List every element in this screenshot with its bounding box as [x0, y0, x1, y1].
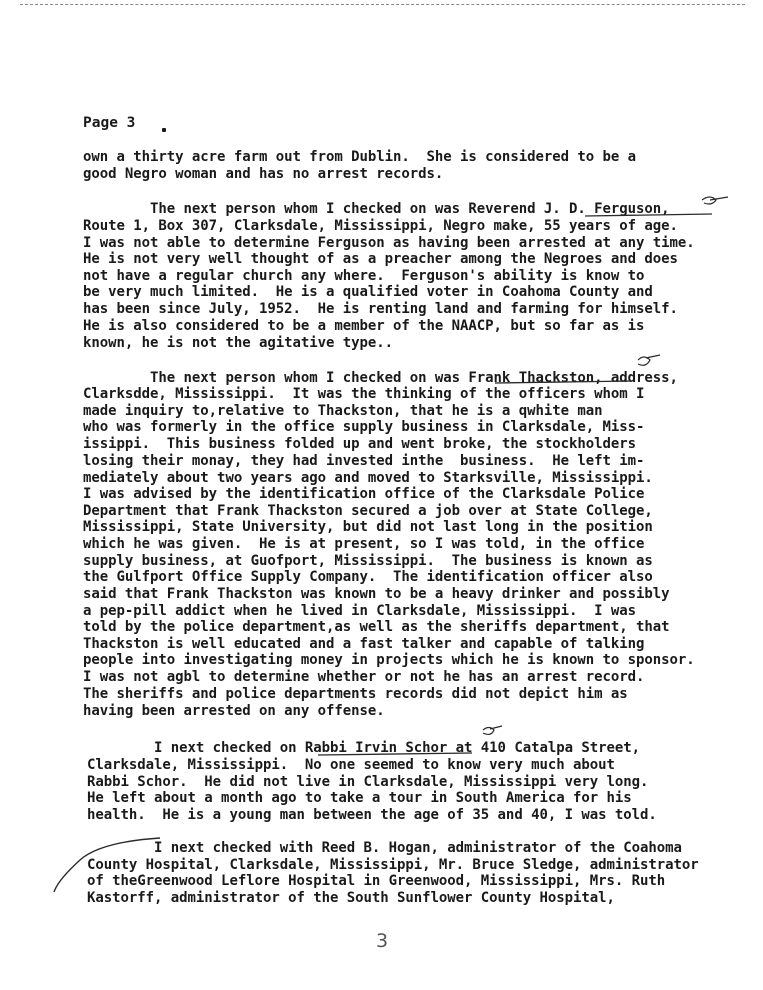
top-border [20, 4, 745, 5]
text-line: losing their monay, they had invested inthe business. He left im- [83, 453, 645, 469]
text-line: He is also considered to be a member of the NAACP, but so far as is [83, 318, 645, 334]
page-header: Page 3 [83, 115, 136, 131]
text-line: not have a regular church any where. Ferguson's ability is know to [83, 268, 645, 284]
check-mark [483, 726, 502, 734]
text-line: health. He is a young man between the age of 35 and 40, I was told. [87, 807, 657, 823]
text-line: which he was given. He is at present, so I was told, in the office [83, 536, 645, 552]
text-line: mediately about two years ago and moved to Starksville, Mississippi. [83, 470, 653, 486]
text-line: I next checked on Rabbi Irvin Schor at 410 Catalpa Street, [87, 740, 640, 756]
text-line: He left about a month ago to take a tour in South America for his [87, 790, 632, 806]
text-line: The next person whom I checked on was Reverend J. D. Ferguson, [83, 201, 670, 217]
text-line: He is not very well thought of as a preacher among the Negroes and does [83, 251, 678, 267]
text-line: Route 1, Box 307, Clarksdale, Mississippi, Negro make, 55 years of age. [83, 218, 678, 234]
page-number: 3 [376, 930, 389, 952]
text-line: said that Frank Thackston was known to be a heavy drinker and possibly [83, 586, 670, 602]
text-line: Rabbi Schor. He did not live in Clarksdale, Mississippi very long. [87, 774, 649, 790]
text-line: I was not able to determine Ferguson as having been arrested at any time. [83, 235, 695, 251]
text-line: supply business, at Guofport, Mississippi. The business is known as [83, 553, 653, 569]
text-line: Mississippi, State University, but did not last long in the position [83, 519, 653, 535]
text-line: told by the police department,as well as the sheriffs department, that [83, 619, 670, 635]
text-line: I was not agbl to determine whether or not he has an arrest record. [83, 669, 645, 685]
text-line: County Hospital, Clarksdale, Mississippi, Mr. Bruce Sledge, administrator [87, 857, 699, 873]
text-line: good Negro woman and has no arrest records. [83, 166, 444, 182]
text-line: Thackston is well educated and a fast talker and capable of talking [83, 636, 645, 652]
text-line: issippi. This business folded up and went broke, the stockholders [83, 436, 636, 452]
text-line: made inquiry to,relative to Thackston, that he is a qwhite man [83, 403, 603, 419]
check-mark [638, 355, 660, 365]
text-line: known, he is not the agitative type.. [83, 335, 394, 351]
text-line: has been since July, 1952. He is renting land and farming for himself. [83, 301, 678, 317]
check-mark [702, 197, 728, 204]
text-line: The sheriffs and police departments records did not depict him as [83, 686, 628, 702]
text-line: Kastorff, administrator of the South Sunflower County Hospital, [87, 890, 615, 906]
text-line: Clarksdale, Mississippi. No one seemed to know very much about [87, 757, 615, 773]
text-line: The next person whom I checked on was Frank Thackston, address, [83, 370, 678, 386]
text-line: own a thirty acre farm out from Dublin. She is considered to be a [83, 149, 636, 165]
text-line: Department that Frank Thackston secured a job over at State College, [83, 503, 653, 519]
text-line: I next checked with Reed B. Hogan, administrator of the Coahoma [87, 840, 682, 856]
text-line: be very much limited. He is a qualified voter in Coahoma County and [83, 284, 653, 300]
text-line: the Gulfport Office Supply Company. The identification officer also [83, 569, 653, 585]
text-line: Clarksdde, Mississippi. It was the thinking of the officers whom I [83, 386, 645, 402]
text-line: having been arrested on any offense. [83, 703, 385, 719]
text-line: people into investigating money in projects which he is known to sponsor. [83, 652, 695, 668]
stray-mark [162, 128, 166, 132]
text-line: of theGreenwood Leflore Hospital in Greenwood, Mississippi, Mrs. Ruth [87, 873, 666, 889]
text-line: I was advised by the identification office of the Clarksdale Police [83, 486, 645, 502]
text-line: a pep-pill addict when he lived in Clarksdale, Mississippi. I was [83, 603, 636, 619]
text-line: who was formerly in the office supply business in Clarksdale, Miss- [83, 419, 645, 435]
